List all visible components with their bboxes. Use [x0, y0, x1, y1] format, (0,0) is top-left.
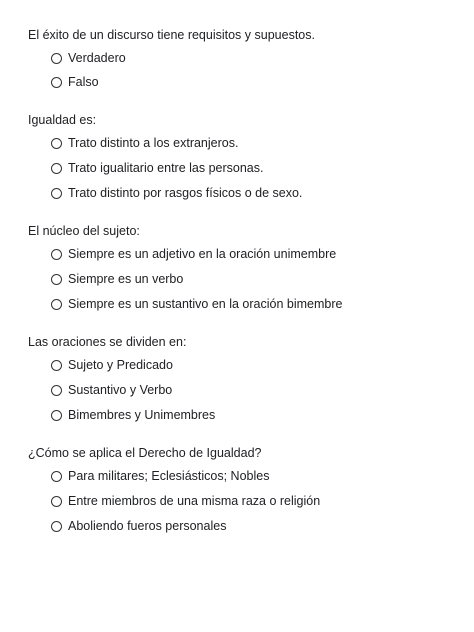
option-trato-distinto-rasgos[interactable] [51, 184, 302, 202]
radio-button-icon[interactable] [51, 299, 62, 310]
option-label: Siempre es un adjetivo en la oración unimembre [68, 247, 337, 261]
option-label: Siempre es un sustantivo en la oración bimembre [68, 297, 343, 311]
radio-button-icon[interactable] [51, 521, 62, 532]
option-misma-raza-religion[interactable] [51, 492, 320, 510]
question-title: El éxito de un discurso tiene requisitos y supuestos. [28, 28, 315, 42]
option-adjetivo-unimembre[interactable] [51, 245, 336, 263]
option-sustantivo-bimembre[interactable] [51, 295, 342, 313]
radio-button-icon[interactable] [51, 385, 62, 396]
option-label: Bimembres y Unimembres [68, 408, 216, 422]
option-label: Verdadero [68, 51, 126, 65]
option-label: Trato igualitario entre las personas. [68, 161, 264, 175]
option-label: Para militares; Eclesiásticos; Nobles [68, 469, 270, 483]
question-title: ¿Cómo se aplica el Derecho de Igualdad? [28, 446, 262, 460]
option-label: Aboliendo fueros personales [68, 519, 227, 533]
radio-button-icon[interactable] [51, 471, 62, 482]
option-label: Trato distinto a los extranjeros. [68, 136, 239, 150]
question-2 [28, 112, 458, 200]
option-label: Falso [68, 75, 99, 89]
option-trato-distinto-extranjeros[interactable] [51, 134, 238, 152]
option-falso[interactable] [51, 73, 99, 91]
option-label: Siempre es un verbo [68, 272, 184, 286]
radio-button-icon[interactable] [51, 163, 62, 174]
question-5 [28, 445, 458, 533]
option-label: Entre miembros de una misma raza o religión [68, 494, 321, 508]
radio-button-icon[interactable] [51, 410, 62, 421]
radio-button-icon[interactable] [51, 496, 62, 507]
option-verbo[interactable] [51, 270, 183, 288]
option-aboliendo-fueros[interactable] [51, 517, 226, 535]
option-bimembres-unimembres[interactable] [51, 406, 215, 424]
radio-button-icon[interactable] [51, 138, 62, 149]
question-title: El núcleo del sujeto: [28, 224, 140, 238]
option-label: Sustantivo y Verbo [68, 383, 173, 397]
radio-button-icon[interactable] [51, 249, 62, 260]
radio-button-icon[interactable] [51, 274, 62, 285]
option-militares-eclesiasticos-nobles[interactable] [51, 467, 269, 485]
option-sustantivo-verbo[interactable] [51, 381, 172, 399]
radio-button-icon[interactable] [51, 188, 62, 199]
radio-button-icon[interactable] [51, 53, 62, 64]
question-title: Las oraciones se dividen en: [28, 335, 187, 349]
option-trato-igualitario[interactable] [51, 159, 263, 177]
option-label: Sujeto y Predicado [68, 358, 173, 372]
question-title: Igualdad es: [28, 113, 97, 127]
option-label: Trato distinto por rasgos físicos o de sexo. [68, 186, 303, 200]
radio-button-icon[interactable] [51, 77, 62, 88]
question-3 [28, 223, 458, 311]
question-1 [28, 27, 458, 89]
option-sujeto-predicado[interactable] [51, 356, 173, 374]
option-verdadero[interactable] [51, 49, 126, 67]
question-4 [28, 334, 458, 422]
radio-button-icon[interactable] [51, 360, 62, 371]
